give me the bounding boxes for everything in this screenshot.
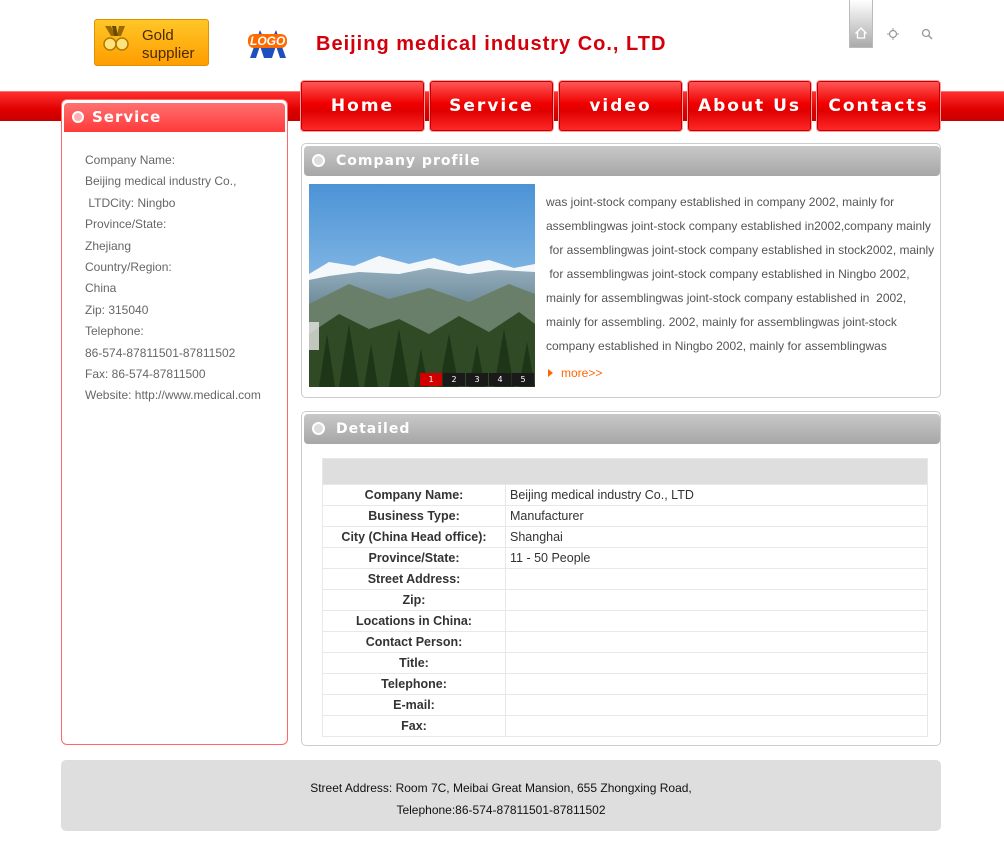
info-line: LTDCity: Ningbo	[85, 195, 176, 210]
search-icon-button[interactable]	[915, 0, 939, 48]
table-row	[323, 590, 928, 611]
nav-video[interactable]: video	[558, 80, 683, 132]
company-profile-text	[546, 190, 936, 358]
row-label: Street Address:	[323, 569, 506, 590]
pager-button-1[interactable]: 1	[420, 373, 442, 386]
table-row	[323, 695, 928, 716]
info-line: Website: http://www.medical.com	[85, 388, 261, 403]
slideshow-image[interactable]	[309, 184, 535, 387]
table-row	[323, 674, 928, 695]
profile-line: company established in Ningbo 2002, mainly for assemblingwas	[546, 339, 887, 353]
service-panel-title: Service	[92, 108, 162, 126]
details-table	[322, 458, 928, 737]
pager-button-3[interactable]: 3	[466, 373, 488, 386]
info-line: 86-574-87811501-87811502	[85, 345, 236, 360]
bullet-icon	[312, 422, 325, 435]
row-value	[506, 695, 928, 716]
row-value	[506, 569, 928, 590]
mountain-landscape-image	[309, 184, 535, 387]
row-value	[506, 674, 928, 695]
table-row	[323, 548, 928, 569]
site-title: Beijing medical industry Co., LTD	[316, 33, 667, 55]
slideshow-prev-handle[interactable]	[309, 322, 319, 350]
detailed-header	[304, 414, 940, 444]
table-header-row	[323, 459, 928, 485]
table-row	[323, 506, 928, 527]
table-row	[323, 485, 928, 506]
home-icon	[855, 27, 867, 39]
table-row	[323, 653, 928, 674]
row-value: 11 - 50 People	[506, 548, 928, 569]
row-value	[506, 632, 928, 653]
nav-contacts[interactable]: Contacts	[816, 80, 941, 132]
table-row	[323, 527, 928, 548]
info-line: Beijing medical industry Co.,	[85, 174, 237, 189]
row-label: Province/State:	[323, 548, 506, 569]
arrow-right-icon	[548, 369, 553, 377]
target-icon-button[interactable]	[881, 0, 905, 48]
logo-text: LOGO	[250, 34, 286, 48]
profile-line: was joint-stock company established in company 2002, mainly for	[546, 195, 895, 209]
pager-button-2[interactable]: 2	[443, 373, 465, 386]
footer-address: Street Address: Room 7C, Meibai Great Mansion, 655 Zhongxing Road,	[310, 781, 692, 795]
home-icon-button[interactable]	[849, 0, 873, 48]
row-value	[506, 716, 928, 737]
row-label: Title:	[323, 653, 506, 674]
footer	[61, 760, 941, 831]
info-line: Country/Region:	[85, 260, 172, 275]
nav-home[interactable]: Home	[300, 80, 425, 132]
bullet-icon	[72, 111, 84, 123]
search-icon	[921, 28, 933, 40]
profile-line: mainly for assemblingwas joint-stock company established in 2002,	[546, 291, 907, 305]
info-line: Province/State:	[85, 217, 167, 232]
medal-icon	[102, 24, 132, 54]
profile-line: for assemblingwas joint-stock company established in stock2002, mainly	[546, 243, 935, 257]
badge-text-line1: Gold	[142, 27, 174, 44]
detailed-section	[301, 411, 941, 746]
info-line: Telephone:	[85, 324, 144, 339]
row-value	[506, 653, 928, 674]
pager-button-5[interactable]: 5	[512, 373, 534, 386]
nav-service[interactable]: Service	[429, 80, 554, 132]
info-line: Zhejiang	[85, 238, 132, 253]
table-row	[323, 611, 928, 632]
info-line: Fax: 86-574-87811500	[85, 367, 206, 382]
profile-line: for assemblingwas joint-stock company established in Ningbo 2002,	[546, 267, 910, 281]
row-value: Beijing medical industry Co., LTD	[506, 485, 928, 506]
footer-telephone: Telephone:86-574-87811501-87811502	[396, 803, 606, 817]
bullet-icon	[312, 154, 325, 167]
row-value: Manufacturer	[506, 506, 928, 527]
table-row	[323, 632, 928, 653]
info-line: Company Name:	[85, 153, 176, 167]
row-value: Shanghai	[506, 527, 928, 548]
slideshow-pager	[420, 373, 534, 386]
row-value	[506, 590, 928, 611]
table-row	[323, 569, 928, 590]
target-icon	[887, 28, 899, 40]
service-panel-header	[64, 103, 285, 132]
row-label: Fax:	[323, 716, 506, 737]
row-label: Business Type:	[323, 506, 506, 527]
row-label: Locations in China:	[323, 611, 506, 632]
pager-button-4[interactable]: 4	[489, 373, 511, 386]
badge-text-line2: supplier	[142, 45, 195, 62]
row-label: Company Name:	[323, 485, 506, 506]
company-profile-section	[301, 143, 941, 398]
profile-line: assemblingwas joint-stock company established in2002,company mainly	[546, 219, 931, 233]
detailed-title: Detailed	[336, 421, 411, 437]
contact-info	[85, 150, 261, 407]
profile-line: mainly for assembling. 2002, mainly for assemblingwas joint-stock	[546, 315, 897, 329]
row-label: Telephone:	[323, 674, 506, 695]
nav-about-us[interactable]: About Us	[687, 80, 812, 132]
company-profile-title: Company profile	[336, 153, 481, 169]
service-panel	[61, 99, 288, 745]
row-label: E-mail:	[323, 695, 506, 716]
gold-supplier-badge	[94, 19, 209, 66]
company-profile-header	[304, 146, 940, 176]
info-line: China	[85, 281, 117, 296]
row-value	[506, 611, 928, 632]
row-label: Zip:	[323, 590, 506, 611]
more-link[interactable]	[548, 366, 602, 380]
more-link-label: more>>	[561, 366, 603, 380]
info-line: Zip: 315040	[85, 302, 149, 317]
row-label: City (China Head office):	[323, 527, 506, 548]
table-row	[323, 716, 928, 737]
row-label: Contact Person:	[323, 632, 506, 653]
